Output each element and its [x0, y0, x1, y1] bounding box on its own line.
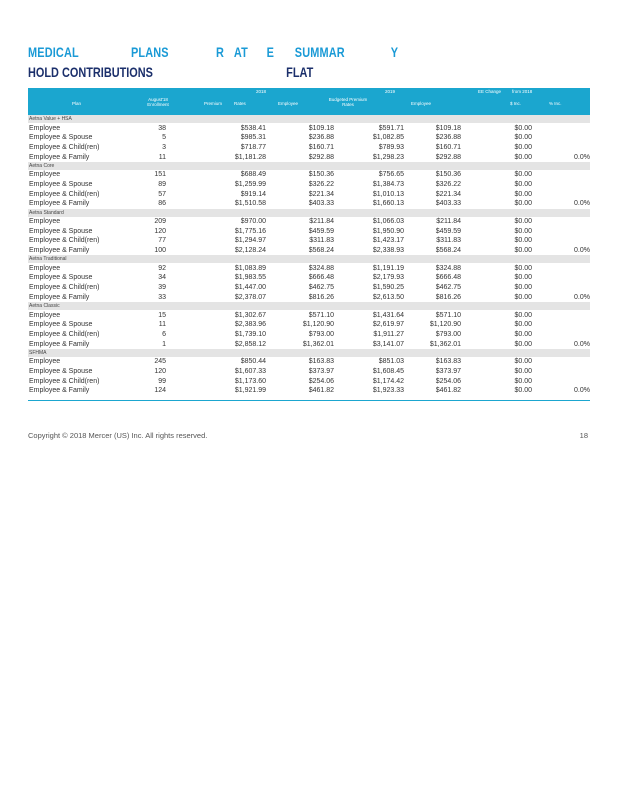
dollar-change-cell: $0.00 [514, 171, 532, 179]
table-row [28, 310, 590, 320]
table-row [28, 263, 590, 273]
employee-2019-cell: $1,362.01 [429, 340, 461, 348]
premium-2019-cell: $1,911.27 [373, 330, 404, 338]
premium-2019-cell: $1,590.25 [372, 284, 404, 292]
table-row [28, 226, 590, 236]
employee-2019-cell: $292.88 [435, 153, 461, 161]
premium-2019-cell: $756.65 [378, 171, 404, 179]
enrollment-cell: 124 [154, 387, 166, 395]
employee-2019-cell: $254.06 [435, 377, 461, 385]
tier-cell: Employee & Family [29, 200, 90, 208]
table-row [28, 366, 590, 376]
employee-2018-cell: $459.59 [308, 227, 334, 235]
table-row [28, 142, 590, 152]
table-bottom-rule [28, 400, 590, 401]
dollar-change-cell: $0.00 [514, 218, 532, 225]
title-word: R [215, 44, 225, 60]
premium-2019-cell: $1,298.23 [372, 153, 404, 161]
enrollment-cell: 245 [154, 358, 166, 366]
table-row [28, 217, 590, 227]
employee-2018-cell: $326.22 [308, 180, 334, 188]
enrollment-cell: 15 [158, 311, 166, 319]
enrollment-cell: 209 [154, 218, 166, 225]
plan-group-header [28, 302, 590, 310]
table-row [28, 246, 590, 256]
tier-cell: Employee & Spouse [29, 180, 93, 188]
employee-2018-cell: $163.83 [308, 358, 334, 366]
table-row [28, 376, 590, 386]
premium-2019-cell: $851.03 [378, 358, 404, 366]
header-year-2018: 2018 [256, 89, 267, 94]
employee-2018-cell: $211.84 [309, 218, 334, 225]
premium-2019-cell: $2,613.50 [372, 293, 404, 301]
enrollment-cell: 38 [158, 124, 166, 132]
plan-group-header [28, 115, 590, 123]
employee-2018-cell: $324.88 [308, 264, 334, 272]
employee-2018-cell: $109.18 [308, 124, 334, 132]
premium-2018-cell: $850.44 [240, 358, 266, 366]
dollar-change-cell: $0.00 [514, 124, 532, 132]
employee-2019-cell: $461.82 [435, 387, 461, 395]
tier-cell: Employee & Child(ren) [29, 330, 100, 338]
dollar-change-cell: $0.00 [514, 293, 532, 301]
table-row [28, 179, 590, 189]
tier-cell: Employee & Family [29, 293, 90, 301]
tier-cell: Employee & Child(ren) [29, 377, 100, 385]
title-word: PLANS [130, 44, 169, 60]
employee-2018-cell: $1,362.01 [302, 340, 334, 348]
premium-2018-cell: $1,983.55 [234, 274, 266, 282]
header-dollar-inc: $ Inc. [510, 101, 522, 106]
employee-2018-cell: $292.88 [308, 153, 334, 161]
employee-2019-cell: $666.48 [435, 274, 461, 282]
dollar-change-cell: $0.00 [514, 143, 532, 151]
tier-cell: Employee & Spouse [29, 321, 93, 329]
premium-2018-cell: $985.31 [240, 134, 266, 142]
premium-2019-cell: $2,179.93 [372, 274, 404, 282]
tier-cell: Employee & Child(ren) [29, 143, 100, 151]
table-row [28, 170, 590, 180]
table-row [28, 329, 590, 339]
plan-name: Aetna Value + HSA [29, 116, 72, 122]
table-row [28, 189, 590, 199]
employee-2018-cell: $373.97 [308, 367, 334, 375]
tier-cell: Employee & Family [29, 387, 90, 395]
table-row [28, 123, 590, 133]
tier-cell: Employee & Spouse [29, 134, 93, 142]
table-row [28, 339, 590, 349]
pct-change-cell: 0.0% [574, 293, 590, 301]
employee-2019-cell: $1,120.90 [429, 321, 461, 329]
dollar-change-cell: $0.00 [514, 200, 532, 208]
table-row [28, 236, 590, 246]
premium-2018-cell: $1,083.89 [234, 264, 266, 272]
dollar-change-cell: $0.00 [514, 247, 532, 255]
table-row [28, 199, 590, 209]
tier-cell: Employee & Child(ren) [29, 190, 100, 198]
pct-change-cell: 0.0% [574, 340, 590, 348]
enrollment-cell: 57 [158, 190, 166, 198]
dollar-change-cell: $0.00 [514, 190, 532, 198]
employee-2019-cell: $326.22 [435, 180, 461, 188]
premium-2019-cell: $1,384.73 [372, 180, 404, 188]
copyright-text: Copyright © 2018 Mercer (US) Inc. All rights reserved. [28, 431, 208, 440]
tier-cell: Employee & Family [29, 340, 90, 348]
premium-2018-cell: $1,181.28 [234, 153, 266, 161]
premium-2019-cell: $1,608.45 [372, 367, 404, 375]
employee-2019-cell: $236.88 [435, 134, 461, 142]
tier-cell: Employee & Family [29, 153, 90, 161]
dollar-change-cell: $0.00 [514, 340, 532, 348]
employee-2019-cell: $571.10 [435, 311, 461, 319]
employee-2019-cell: $403.33 [435, 200, 461, 208]
title-word: E [266, 44, 275, 60]
header-enrollment: August'18 Enrollment [147, 97, 169, 107]
header-employee-2018: Employee [278, 101, 299, 106]
premium-2018-cell: $1,921.99 [234, 387, 266, 395]
employee-2019-cell: $793.00 [435, 330, 461, 338]
employee-2019-cell: $816.26 [435, 293, 461, 301]
enrollment-cell: 92 [158, 264, 166, 272]
dollar-change-cell: $0.00 [514, 358, 532, 366]
dollar-change-cell: $0.00 [514, 264, 532, 272]
premium-2018-cell: $1,739.10 [234, 330, 266, 338]
employee-2018-cell: $793.00 [308, 330, 334, 338]
header-plan: Plan [72, 101, 82, 106]
employee-2018-cell: $462.75 [308, 284, 334, 292]
plan-name: Aetna Standard [29, 209, 64, 216]
enrollment-cell: 3 [162, 143, 166, 151]
employee-2018-cell: $221.34 [308, 190, 334, 198]
tier-cell: Employee & Child(ren) [29, 237, 100, 245]
premium-2018-cell: $688.49 [240, 171, 266, 179]
employee-2018-cell: $666.48 [308, 274, 334, 282]
enrollment-cell: 77 [158, 237, 166, 245]
enrollment-cell: 120 [154, 367, 166, 375]
employee-2019-cell: $462.75 [435, 284, 461, 292]
title-word: MEDICAL [28, 44, 79, 60]
premium-2019-cell: $1,066.03 [372, 218, 404, 225]
enrollment-cell: 151 [154, 171, 166, 179]
premium-2019-cell: $2,619.97 [372, 321, 404, 329]
tier-cell: Employee [29, 218, 61, 225]
dollar-change-cell: $0.00 [514, 274, 532, 282]
dollar-change-cell: $0.00 [514, 153, 532, 161]
header-premium: Premium [204, 101, 223, 106]
employee-2019-cell: $568.24 [435, 247, 461, 255]
enrollment-cell: 86 [158, 200, 166, 208]
pct-change-cell: 0.0% [574, 247, 590, 255]
enrollment-cell: 6 [162, 330, 166, 338]
premium-2018-cell: $538.41 [240, 124, 266, 132]
premium-2019-cell: $1,174.42 [372, 377, 404, 385]
pct-change-cell: 0.0% [574, 387, 590, 395]
employee-2019-cell: $150.36 [435, 171, 461, 179]
plan-name: Aetna Classic [29, 303, 60, 309]
header-rates: Rates [234, 101, 246, 106]
plan-name: Aetna Core [29, 162, 55, 169]
employee-2019-cell: $163.83 [435, 358, 461, 366]
premium-2019-cell: $1,010.13 [372, 190, 404, 198]
employee-2018-cell: $403.33 [308, 200, 334, 208]
table-row [28, 292, 590, 302]
dollar-change-cell: $0.00 [514, 227, 532, 235]
title-word: AT [233, 44, 248, 60]
dollar-change-cell: $0.00 [514, 237, 532, 245]
tier-cell: Employee [29, 171, 61, 179]
premium-2019-cell: $1,082.85 [372, 134, 404, 142]
header-ee-change: EE Change [478, 89, 502, 94]
employee-2018-cell: $571.10 [308, 311, 334, 319]
pct-change-cell: 0.0% [574, 153, 590, 161]
header-budgeted-premium: Budgeted Premium Rates [328, 97, 368, 107]
employee-2019-cell: $459.59 [435, 227, 461, 235]
enrollment-cell: 5 [162, 134, 166, 142]
employee-2018-cell: $311.83 [309, 237, 334, 245]
enrollment-cell: 33 [158, 293, 166, 301]
premium-2019-cell: $1,660.13 [372, 200, 404, 208]
header-from-2018: from 2018 [512, 89, 533, 94]
employee-2018-cell: $568.24 [308, 247, 334, 255]
header-employee-2019: Employee [411, 101, 432, 106]
enrollment-cell: 120 [154, 227, 166, 235]
page-number: 18 [579, 431, 588, 440]
tier-cell: Employee & Spouse [29, 367, 93, 375]
premium-2018-cell: $1,302.67 [234, 311, 266, 319]
premium-2018-cell: $2,858.12 [234, 340, 266, 348]
title-word: SUMMAR [294, 44, 345, 60]
premium-2018-cell: $1,447.00 [234, 284, 266, 292]
employee-2018-cell: $254.06 [308, 377, 334, 385]
premium-2018-cell: $2,128.24 [234, 247, 266, 255]
tier-cell: Employee [29, 358, 61, 366]
premium-2019-cell: $591.71 [378, 124, 404, 132]
dollar-change-cell: $0.00 [514, 311, 532, 319]
enrollment-cell: 99 [158, 377, 166, 385]
title-word: Y [390, 44, 399, 60]
premium-2018-cell: $1,259.99 [234, 180, 266, 188]
premium-2018-cell: $2,378.07 [234, 293, 266, 301]
employee-2019-cell: $221.34 [435, 190, 461, 198]
dollar-change-cell: $0.00 [514, 377, 532, 385]
premium-2019-cell: $1,423.17 [372, 237, 404, 245]
dollar-change-cell: $0.00 [514, 387, 532, 395]
tier-cell: Employee [29, 264, 61, 272]
employee-2019-cell: $311.83 [436, 237, 461, 245]
enrollment-cell: 34 [158, 274, 166, 282]
table-row [28, 320, 590, 330]
header-year-2019: 2019 [385, 89, 396, 94]
dollar-change-cell: $0.00 [514, 134, 532, 142]
plan-group-header [28, 349, 590, 357]
premium-2018-cell: $970.00 [240, 218, 266, 225]
dollar-change-cell: $0.00 [514, 180, 532, 188]
title-word: FLAT [286, 64, 314, 80]
tier-cell: Employee [29, 311, 61, 319]
employee-2018-cell: $150.36 [308, 171, 334, 179]
premium-2019-cell: $789.93 [378, 143, 404, 151]
title-word: HOLD CONTRIBUTIONS [28, 64, 153, 80]
premium-2018-cell: $1,294.97 [234, 237, 266, 245]
plan-group-header [28, 255, 590, 263]
tier-cell: Employee & Spouse [29, 274, 93, 282]
enrollment-cell: 11 [158, 321, 166, 329]
employee-2019-cell: $373.97 [435, 367, 461, 375]
table-body [28, 115, 590, 396]
premium-2019-cell: $3,141.07 [372, 340, 404, 348]
premium-2019-cell: $1,923.33 [372, 387, 404, 395]
premium-2019-cell: $1,431.64 [372, 311, 404, 319]
table-row [28, 386, 590, 396]
employee-2018-cell: $236.88 [308, 134, 334, 142]
premium-2019-cell: $1,950.90 [372, 227, 404, 235]
premium-2018-cell: $1,173.60 [234, 377, 266, 385]
plan-name: SFHMA [29, 349, 47, 356]
premium-2018-cell: $1,607.33 [234, 367, 266, 375]
premium-2018-cell: $1,775.16 [234, 227, 266, 235]
enrollment-cell: 89 [158, 180, 166, 188]
enrollment-cell: 1 [162, 340, 166, 348]
employee-2018-cell: $461.82 [308, 387, 334, 395]
premium-2018-cell: $919.14 [240, 190, 266, 198]
header-pct-inc: % Inc. [549, 101, 562, 106]
premium-2018-cell: $2,383.96 [234, 321, 266, 329]
table-row [28, 273, 590, 283]
dollar-change-cell: $0.00 [514, 330, 532, 338]
premium-2018-cell: $1,510.58 [234, 200, 266, 208]
table-header [28, 88, 590, 115]
plan-name: Aetna Traditional [29, 256, 67, 263]
enrollment-cell: 39 [158, 284, 166, 292]
tier-cell: Employee & Child(ren) [29, 284, 100, 292]
employee-2019-cell: $160.71 [435, 143, 461, 151]
plan-group-header [28, 162, 590, 170]
employee-2018-cell: $816.26 [308, 293, 334, 301]
plan-group-header [28, 209, 590, 217]
premium-2019-cell: $2,338.93 [372, 247, 404, 255]
dollar-change-cell: $0.00 [514, 284, 532, 292]
rate-summary-table [28, 88, 590, 401]
tier-cell: Employee [29, 124, 61, 132]
tier-cell: Employee & Spouse [29, 227, 93, 235]
table-row [28, 152, 590, 162]
table-row [28, 283, 590, 293]
enrollment-cell: 100 [154, 247, 166, 255]
dollar-change-cell: $0.00 [514, 367, 532, 375]
dollar-change-cell: $0.00 [514, 321, 532, 329]
employee-2018-cell: $160.71 [308, 143, 334, 151]
premium-2019-cell: $1,191.19 [372, 264, 404, 272]
premium-2018-cell: $718.77 [240, 143, 266, 151]
employee-2018-cell: $1,120.90 [302, 321, 334, 329]
tier-cell: Employee & Family [29, 247, 90, 255]
table-row [28, 357, 590, 367]
enrollment-cell: 11 [158, 153, 166, 161]
table-row [28, 133, 590, 143]
pct-change-cell: 0.0% [574, 200, 590, 208]
employee-2019-cell: $109.18 [435, 124, 461, 132]
employee-2019-cell: $324.88 [435, 264, 461, 272]
employee-2019-cell: $211.84 [436, 218, 461, 225]
